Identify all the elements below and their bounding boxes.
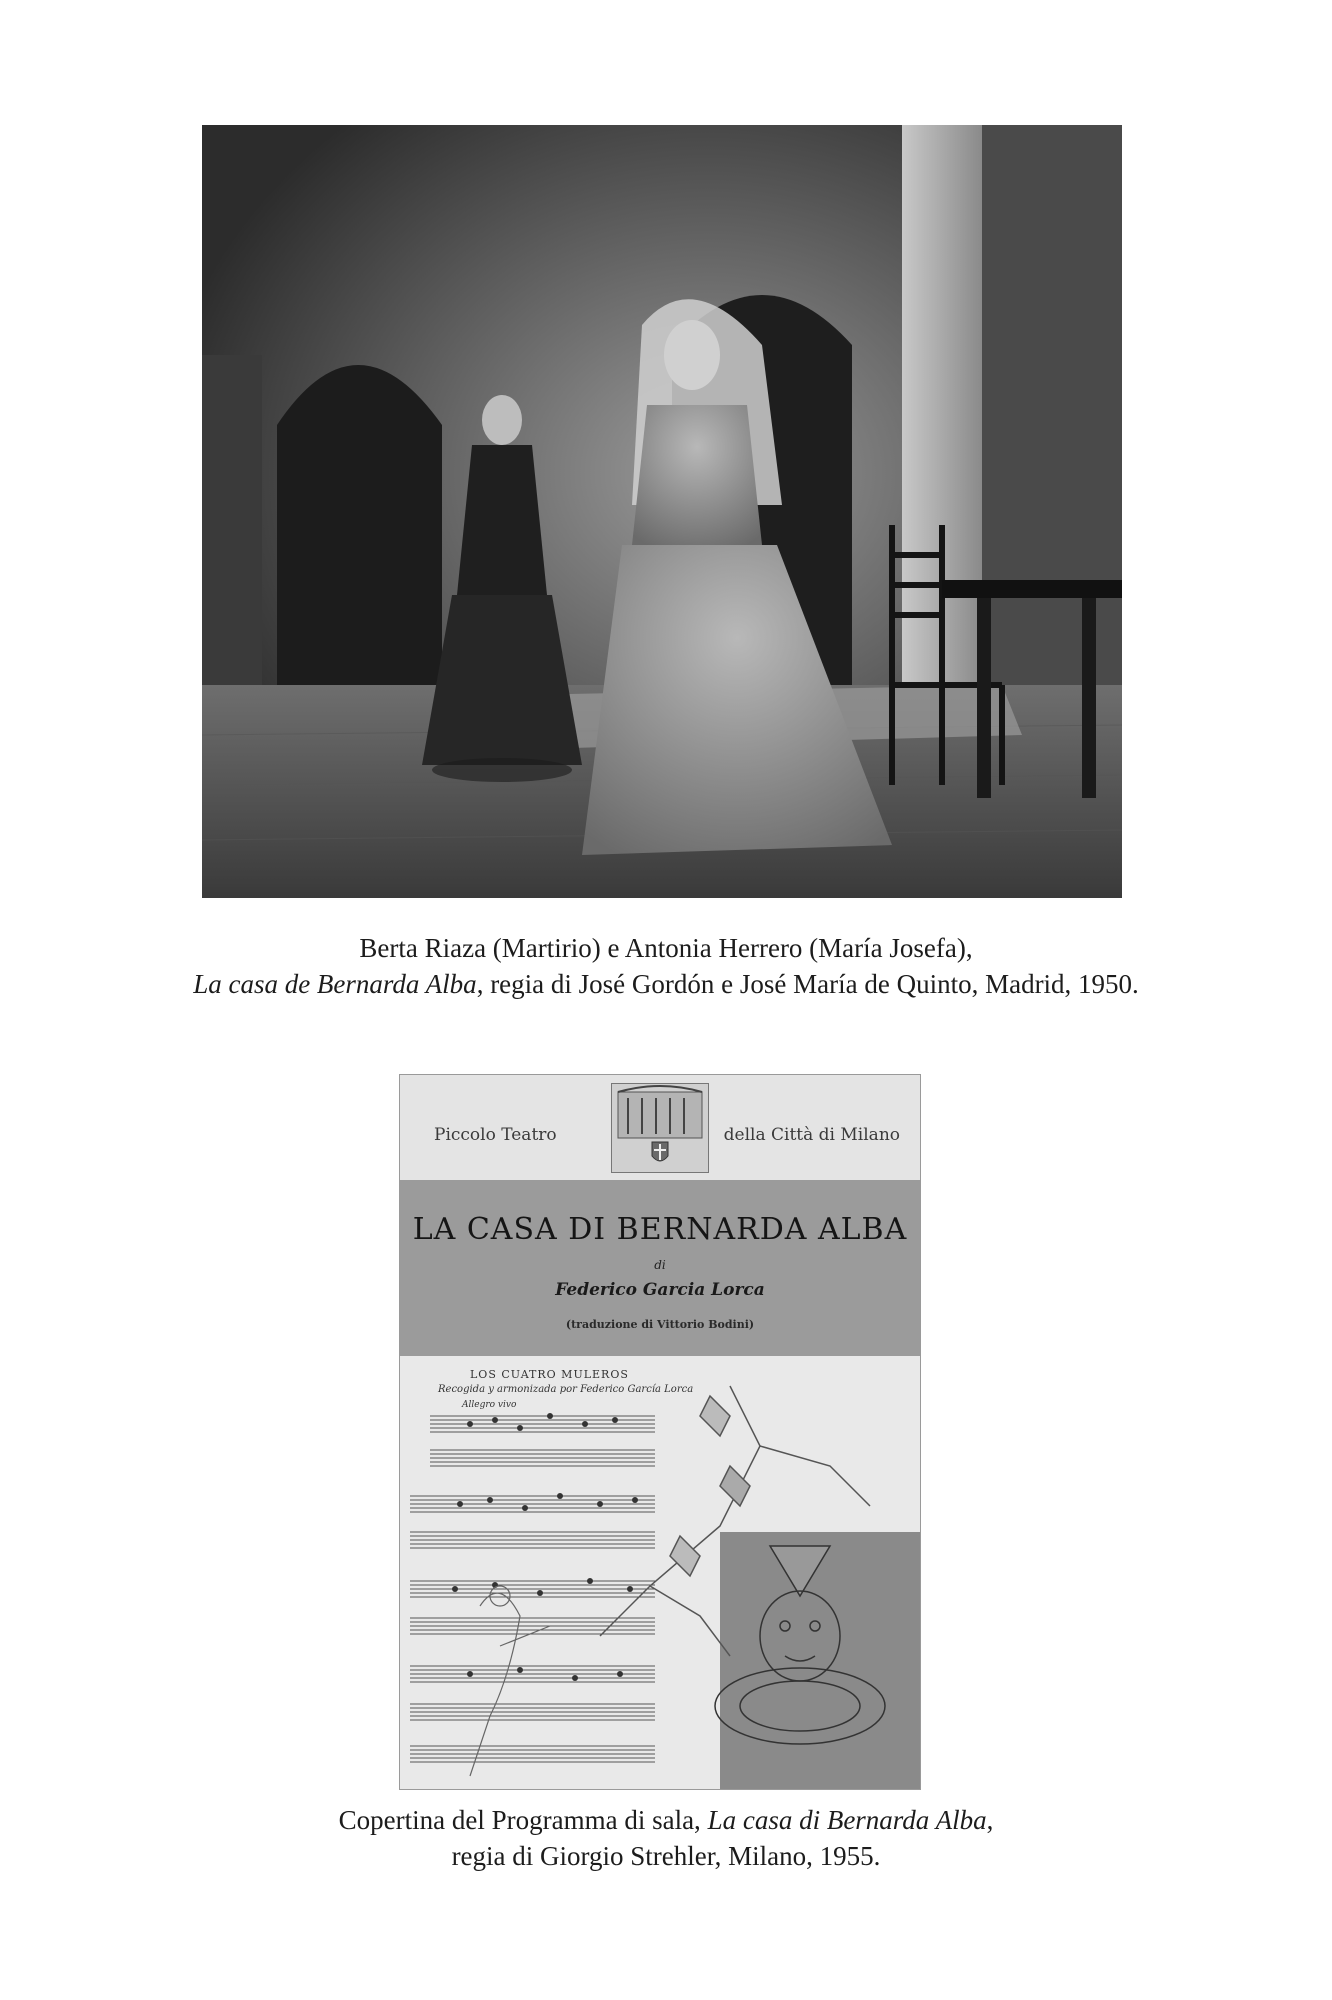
caption2-start: Copertina del Programma di sala, [338,1805,708,1835]
harlequin-drawing [600,1386,870,1656]
music-title: LOS CUATRO MULEROS [470,1368,629,1381]
cover-title: LA CASA DI BERNARDA ALBA [412,1212,908,1247]
sheet-music-illustration [400,1356,920,1789]
music-subtitle: Recogida y armonizada por Federico García Lorca [438,1384,694,1395]
caption2-line-1 [0,1802,1332,1838]
caption-line-2 [0,966,1332,1002]
cover-title-band [400,1180,920,1356]
theatre-emblem-icon [611,1083,709,1173]
caption2-title-italic: La casa di Bernarda Alba [707,1805,987,1835]
programme-cover [399,1074,921,1790]
caption2-comma: , [986,1805,994,1835]
caption-line-1: Berta Riaza (Martirio) e Antonia Herrero (María Josefa), [359,933,973,963]
staff-2 [410,1496,655,1548]
clown-face-drawing [715,1546,885,1744]
cover-di: di [654,1258,666,1272]
left-arch-doorway [277,365,442,685]
staff-1 [430,1416,655,1466]
music-staves-drawing [400,1356,920,1789]
cover-caption [0,1802,1332,1874]
caption-title-italic: La casa de Bernarda Alba [193,969,477,999]
music-tempo: Allegro vivo [462,1400,517,1410]
staff-3 [410,1581,655,1634]
cover-translator: (traduzione di Vittorio Bodini) [565,1318,755,1331]
photo-caption [0,930,1332,1002]
caption-details: , regia di José Gordón e José María de Quinto, Madrid, 1950. [476,969,1139,999]
cover-author: Federico Garcia Lorca [555,1280,765,1300]
stage-photograph [202,125,1122,898]
dancer-drawing [470,1586,550,1776]
staff-5 [410,1746,655,1762]
cover-city-name: della Città di Milano [723,1125,900,1145]
cover-theatre-name: Piccolo Teatro [434,1125,557,1145]
caption2-line-2: regia di Giorgio Strehler, Milano, 1955. [451,1841,881,1871]
cover-header [400,1075,920,1180]
